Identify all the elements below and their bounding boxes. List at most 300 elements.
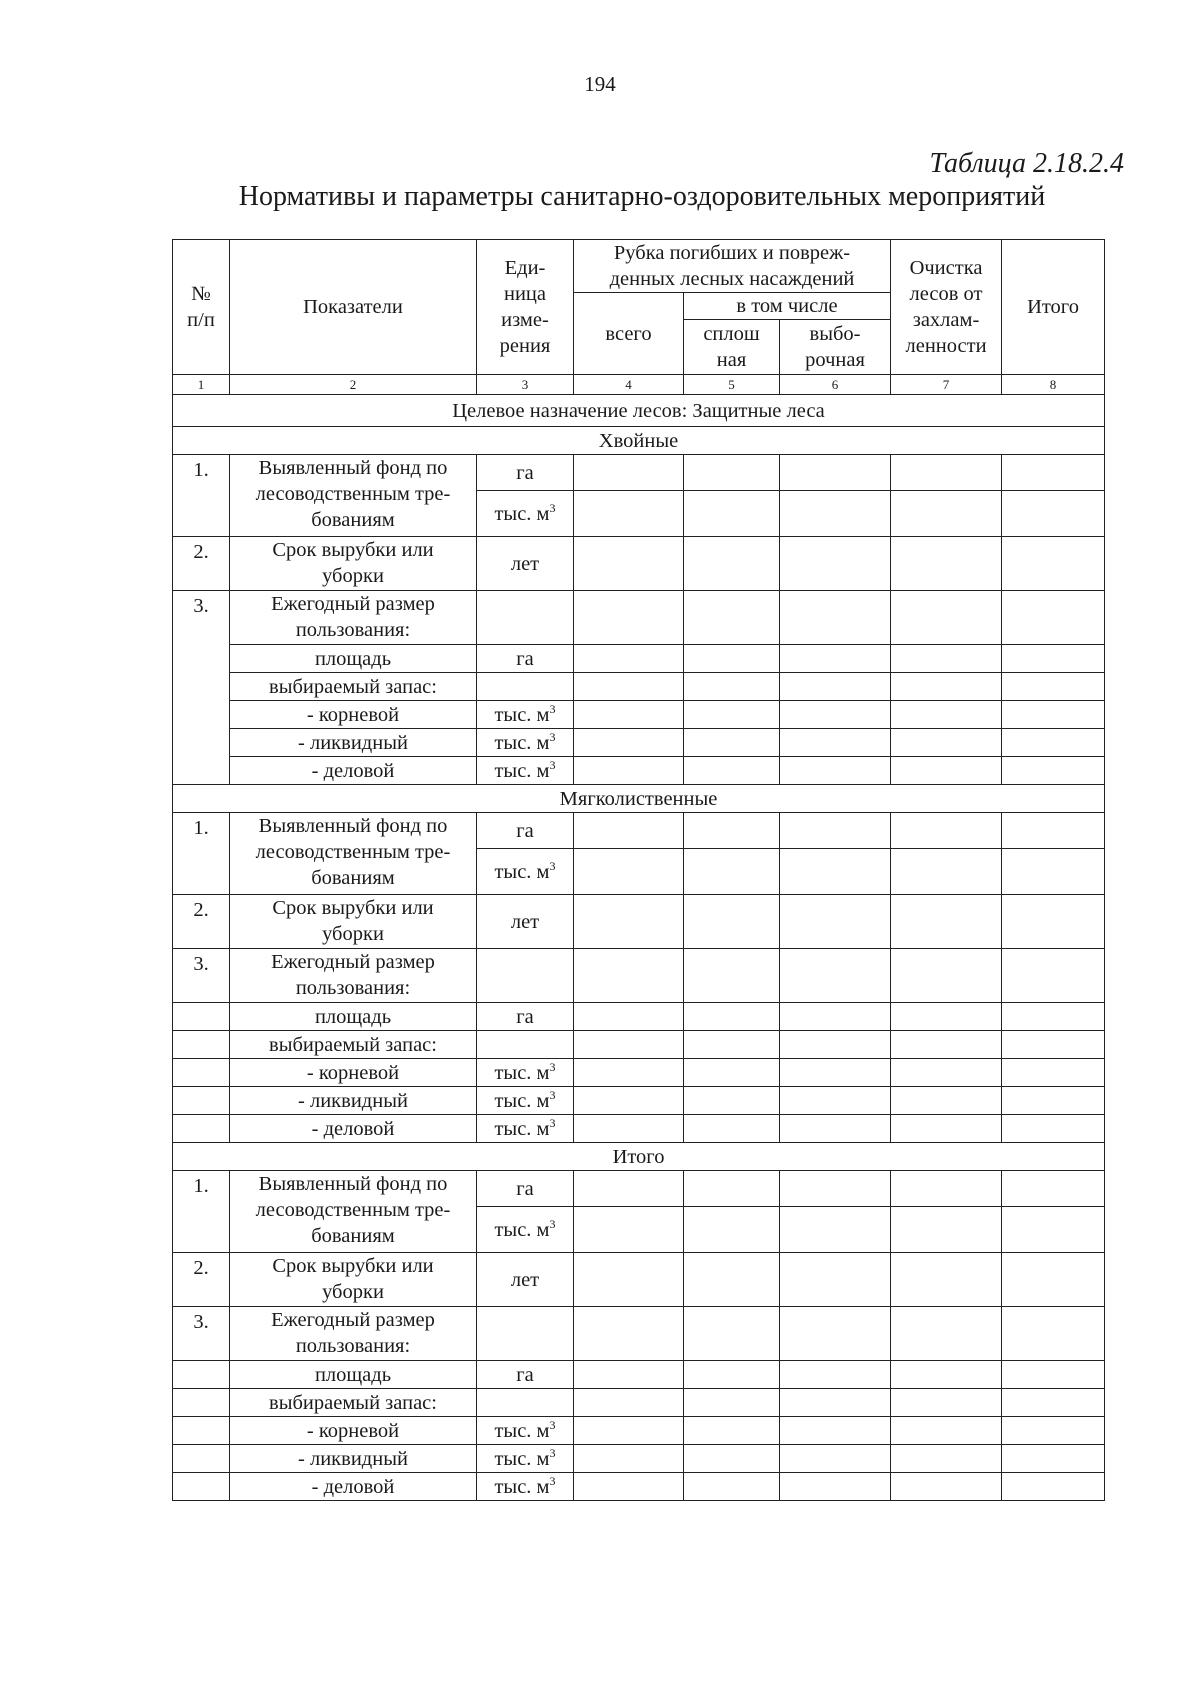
unit-cell-text: га xyxy=(516,1005,534,1028)
empty-cell xyxy=(891,1115,1002,1143)
header-indicators xyxy=(230,240,477,375)
empty-cell xyxy=(780,1059,891,1087)
indicator-sub xyxy=(230,673,477,701)
header-indicators-text: Показатели xyxy=(303,296,403,318)
empty-cell xyxy=(780,537,891,591)
section-title-text: Итого xyxy=(612,1145,665,1168)
empty-cell xyxy=(684,491,780,537)
header-unit-text: ница xyxy=(503,283,546,305)
empty-cell xyxy=(780,1307,891,1361)
empty-cell xyxy=(1002,1473,1105,1501)
empty-cell xyxy=(1002,591,1105,645)
unit-text: тыс. м xyxy=(494,860,550,883)
unit-exponent: 3 xyxy=(549,1216,556,1231)
empty-cell xyxy=(780,591,891,645)
indicator-sub-text: - корневой xyxy=(306,703,400,726)
unit-cell-text: лет xyxy=(510,1268,540,1291)
indicator-sub xyxy=(230,1031,477,1059)
empty-cell xyxy=(1002,1207,1105,1253)
empty-cell xyxy=(574,1417,684,1445)
indicator-term-text: Срок вырубки или xyxy=(272,539,434,561)
empty-cell xyxy=(684,673,780,701)
row-number-text: 2. xyxy=(193,1257,209,1279)
section-title xyxy=(173,427,1105,455)
indicator-fund-text: бованиям xyxy=(311,867,395,889)
indicator-sub xyxy=(230,729,477,757)
empty-cell xyxy=(780,1253,891,1307)
empty-cell xyxy=(574,1115,684,1143)
indicator-annual-text: Ежегодный размер xyxy=(271,951,435,973)
empty-cell xyxy=(780,729,891,757)
unit-cell xyxy=(477,1087,574,1115)
empty-cell xyxy=(780,1389,891,1417)
empty-cell xyxy=(477,1031,574,1059)
unit-cell xyxy=(477,1003,574,1031)
header-num-text: п/п xyxy=(187,309,215,331)
column-number xyxy=(230,375,477,395)
empty-cell xyxy=(477,591,574,645)
empty-cell xyxy=(780,757,891,785)
column-number-text: 8 xyxy=(1049,376,1057,392)
indicator-sub xyxy=(230,1361,477,1389)
empty-cell xyxy=(1002,673,1105,701)
table-label: Таблица 2.18.2.4 xyxy=(929,148,1124,179)
empty-cell xyxy=(574,729,684,757)
empty-cell xyxy=(1002,645,1105,673)
column-number-text: 3 xyxy=(521,376,529,392)
indicator-sub-text: выбираемый запас: xyxy=(269,675,437,698)
empty-cell xyxy=(574,1253,684,1307)
empty-cell xyxy=(780,949,891,1003)
unit-text: тыс. м xyxy=(494,1475,550,1498)
empty-cell xyxy=(684,1059,780,1087)
indicator-sub-text: площадь xyxy=(314,1363,392,1386)
unit-cell xyxy=(477,757,574,785)
indicator-fund-text: бованиям xyxy=(311,1225,395,1247)
indicator-sub xyxy=(230,1389,477,1417)
column-number xyxy=(684,375,780,395)
header-cleaning-text: ленности xyxy=(905,335,987,357)
empty-cell xyxy=(574,1307,684,1361)
indicator-fund xyxy=(230,1171,477,1253)
empty-cell xyxy=(574,1031,684,1059)
empty-cell xyxy=(684,1253,780,1307)
empty-cell xyxy=(574,757,684,785)
empty-cell xyxy=(891,1473,1002,1501)
empty-cell xyxy=(1002,1253,1105,1307)
unit-cell-text: га xyxy=(516,1363,534,1386)
unit-exponent: 3 xyxy=(549,500,556,515)
indicator-fund xyxy=(230,455,477,537)
indicator-sub-text: - ликвидный xyxy=(298,1089,408,1112)
indicator-fund-text: Выявленный фонд по xyxy=(258,1173,448,1195)
empty-cell xyxy=(1002,1171,1105,1207)
row-number xyxy=(173,1307,230,1361)
empty-cell xyxy=(780,673,891,701)
row-number xyxy=(173,1171,230,1253)
empty-cell xyxy=(891,1361,1002,1389)
unit-cell-text: га xyxy=(516,1177,534,1200)
unit-exponent: 3 xyxy=(549,729,556,744)
empty-cell xyxy=(574,455,684,491)
indicator-fund-text: лесоводственным тре- xyxy=(255,483,451,505)
empty-cell xyxy=(684,1171,780,1207)
indicator-fund-text: лесоводственным тре- xyxy=(255,841,451,863)
header-clear-text: ная xyxy=(716,349,747,371)
indicator-sub-text: - деловой xyxy=(311,1117,395,1140)
indicator-sub-text: выбираемый запас: xyxy=(269,1033,437,1056)
empty-cell xyxy=(780,849,891,895)
section-title-text: Мягколиственные xyxy=(559,787,718,810)
indicator-sub-text: - корневой xyxy=(306,1419,400,1442)
empty-cell xyxy=(1002,1087,1105,1115)
empty-cell xyxy=(780,813,891,849)
header-total xyxy=(1002,240,1105,375)
unit-cell-text: га xyxy=(516,461,534,484)
indicator-annual-text: пользования: xyxy=(295,619,411,641)
indicator-sub-text: - ликвидный xyxy=(298,731,408,754)
indicator-sub-text: площадь xyxy=(314,647,392,670)
unit-cell xyxy=(477,1115,574,1143)
empty-cell xyxy=(477,673,574,701)
unit-cell xyxy=(477,729,574,757)
empty-cell xyxy=(891,729,1002,757)
empty-cell xyxy=(780,1361,891,1389)
empty-cell xyxy=(891,895,1002,949)
row-number-text: 3. xyxy=(193,595,209,617)
indicator-term xyxy=(230,895,477,949)
unit-cell xyxy=(477,849,574,895)
header-cleaning-text: захлам- xyxy=(912,309,980,331)
indicator-sub xyxy=(230,757,477,785)
indicator-sub-text: - деловой xyxy=(311,759,395,782)
empty-cell xyxy=(574,1171,684,1207)
empty-cell xyxy=(1002,949,1105,1003)
indicator-annual xyxy=(230,1307,477,1361)
empty-cell xyxy=(574,1003,684,1031)
empty-cell xyxy=(780,895,891,949)
empty-cell xyxy=(684,1031,780,1059)
row-number-text: 1. xyxy=(193,817,209,839)
empty-cell xyxy=(780,1031,891,1059)
indicator-sub xyxy=(230,1003,477,1031)
empty-cell xyxy=(574,591,684,645)
unit-cell xyxy=(477,1473,574,1501)
unit-exponent: 3 xyxy=(549,858,556,873)
empty-cell xyxy=(891,757,1002,785)
row-number-text: 2. xyxy=(193,541,209,563)
indicator-term-text: уборки xyxy=(322,923,384,945)
empty-cell xyxy=(477,1307,574,1361)
unit-exponent: 3 xyxy=(549,1417,556,1432)
row-number-text: 3. xyxy=(193,953,209,975)
unit-exponent: 3 xyxy=(549,757,556,772)
unit-cell xyxy=(477,895,574,949)
indicator-term-text: уборки xyxy=(322,1281,384,1303)
indicator-sub xyxy=(230,1115,477,1143)
empty-cell xyxy=(574,1207,684,1253)
unit-cell xyxy=(477,537,574,591)
unit-exponent: 3 xyxy=(549,1115,556,1130)
empty-cell xyxy=(891,1171,1002,1207)
empty-cell xyxy=(1002,849,1105,895)
empty-cell xyxy=(891,1087,1002,1115)
empty-cell xyxy=(891,491,1002,537)
unit-exponent: 3 xyxy=(549,701,556,716)
empty-cell xyxy=(684,701,780,729)
unit-cell xyxy=(477,491,574,537)
empty-cell xyxy=(477,949,574,1003)
indicator-annual xyxy=(230,949,477,1003)
empty-cell xyxy=(780,1115,891,1143)
empty-cell xyxy=(684,1003,780,1031)
indicator-annual-text: пользования: xyxy=(295,977,411,999)
column-number xyxy=(780,375,891,395)
empty-cell xyxy=(477,1389,574,1417)
column-number xyxy=(477,375,574,395)
empty-cell xyxy=(891,1059,1002,1087)
empty-cell xyxy=(173,1115,230,1143)
column-number xyxy=(891,375,1002,395)
empty-cell xyxy=(1002,1115,1105,1143)
row-number-text: 1. xyxy=(193,1175,209,1197)
empty-cell xyxy=(780,701,891,729)
empty-cell xyxy=(574,1361,684,1389)
row-number xyxy=(173,455,230,537)
row-number-text: 1. xyxy=(193,459,209,481)
column-number-text: 2 xyxy=(349,376,357,392)
empty-cell xyxy=(891,1389,1002,1417)
empty-cell xyxy=(1002,455,1105,491)
empty-cell xyxy=(1002,1389,1105,1417)
indicator-fund-text: лесоводственным тре- xyxy=(255,1199,451,1221)
indicator-sub-text: - корневой xyxy=(306,1061,400,1084)
indicator-annual-text: пользования: xyxy=(295,1335,411,1357)
row-number xyxy=(173,591,230,785)
header-selective-text: выбо- xyxy=(809,323,861,345)
column-number-text: 5 xyxy=(728,376,735,392)
empty-cell xyxy=(891,1417,1002,1445)
header-cleaning-text: лесов от xyxy=(909,283,983,305)
unit-cell xyxy=(477,1059,574,1087)
column-number xyxy=(173,375,230,395)
indicator-sub-text: выбираемый запас: xyxy=(269,1391,437,1414)
indicator-sub xyxy=(230,1473,477,1501)
indicator-sub xyxy=(230,1445,477,1473)
empty-cell xyxy=(684,729,780,757)
empty-cell xyxy=(574,673,684,701)
unit-cell-text: лет xyxy=(510,552,540,575)
section-title-text: Хвойные xyxy=(598,429,679,452)
empty-cell xyxy=(574,1445,684,1473)
empty-cell xyxy=(1002,1059,1105,1087)
empty-cell xyxy=(891,591,1002,645)
unit-text: тыс. м xyxy=(494,703,550,726)
empty-cell xyxy=(574,813,684,849)
unit-cell xyxy=(477,701,574,729)
header-clear xyxy=(684,320,780,375)
indicator-fund-text: Выявленный фонд по xyxy=(258,815,448,837)
purpose-row xyxy=(173,395,1105,427)
empty-cell xyxy=(780,1003,891,1031)
empty-cell xyxy=(684,1115,780,1143)
section-title xyxy=(173,785,1105,813)
empty-cell xyxy=(780,1417,891,1445)
header-num xyxy=(173,240,230,375)
empty-cell xyxy=(173,1087,230,1115)
empty-cell xyxy=(891,701,1002,729)
header-num-text: № xyxy=(191,283,211,305)
empty-cell xyxy=(780,1207,891,1253)
unit-cell-text: га xyxy=(516,647,534,670)
indicator-sub-text: - ликвидный xyxy=(298,1447,408,1470)
unit-cell xyxy=(477,1253,574,1307)
empty-cell xyxy=(574,491,684,537)
empty-cell xyxy=(891,849,1002,895)
empty-cell xyxy=(780,1087,891,1115)
header-selective-text: рочная xyxy=(805,349,865,371)
header-unit xyxy=(477,240,574,375)
unit-text: тыс. м xyxy=(494,1089,550,1112)
unit-cell xyxy=(477,1361,574,1389)
empty-cell xyxy=(173,1417,230,1445)
empty-cell xyxy=(891,949,1002,1003)
indicator-fund-text: Выявленный фонд по xyxy=(258,457,448,479)
empty-cell xyxy=(780,491,891,537)
empty-cell xyxy=(1002,813,1105,849)
unit-text: тыс. м xyxy=(494,759,550,782)
empty-cell xyxy=(574,701,684,729)
unit-cell xyxy=(477,1417,574,1445)
header-unit-text: изме- xyxy=(501,309,549,331)
empty-cell xyxy=(574,849,684,895)
header-felling-text: Рубка погибших и повреж- xyxy=(613,242,851,264)
section-title xyxy=(173,1143,1105,1171)
empty-cell xyxy=(891,813,1002,849)
header-unit-text: рения xyxy=(499,335,551,357)
empty-cell xyxy=(574,1473,684,1501)
empty-cell xyxy=(574,1059,684,1087)
header-all-text: всего xyxy=(605,322,652,345)
row-number xyxy=(173,1253,230,1307)
header-felling xyxy=(574,240,891,293)
unit-text: тыс. м xyxy=(494,1218,550,1241)
unit-cell xyxy=(477,645,574,673)
indicator-term xyxy=(230,1253,477,1307)
empty-cell xyxy=(684,1389,780,1417)
indicator-annual xyxy=(230,591,477,645)
empty-cell xyxy=(891,1253,1002,1307)
indicator-fund xyxy=(230,813,477,895)
indicator-sub xyxy=(230,1059,477,1087)
unit-cell xyxy=(477,455,574,491)
empty-cell xyxy=(574,1087,684,1115)
empty-cell xyxy=(574,949,684,1003)
empty-cell xyxy=(684,1361,780,1389)
empty-cell xyxy=(780,645,891,673)
unit-exponent: 3 xyxy=(549,1445,556,1460)
empty-cell xyxy=(1002,701,1105,729)
empty-cell xyxy=(173,1445,230,1473)
column-number-text: 6 xyxy=(831,376,839,392)
empty-cell xyxy=(684,1207,780,1253)
empty-cell xyxy=(684,1473,780,1501)
header-including xyxy=(684,293,891,320)
empty-cell xyxy=(891,1445,1002,1473)
unit-cell xyxy=(477,1445,574,1473)
empty-cell xyxy=(1002,895,1105,949)
empty-cell xyxy=(1002,1307,1105,1361)
indicator-sub xyxy=(230,1087,477,1115)
header-clear-text: сплош xyxy=(703,323,760,345)
column-number xyxy=(574,375,684,395)
row-number xyxy=(173,949,230,1003)
empty-cell xyxy=(780,455,891,491)
row-number xyxy=(173,813,230,895)
empty-cell xyxy=(1002,1445,1105,1473)
indicator-term-text: Срок вырубки или xyxy=(272,1255,434,1277)
header-unit-text: Еди- xyxy=(504,257,546,279)
empty-cell xyxy=(684,757,780,785)
unit-text: тыс. м xyxy=(494,1061,550,1084)
empty-cell xyxy=(684,1417,780,1445)
empty-cell xyxy=(173,1003,230,1031)
unit-text: тыс. м xyxy=(494,731,550,754)
empty-cell xyxy=(1002,729,1105,757)
unit-text: тыс. м xyxy=(494,502,550,525)
empty-cell xyxy=(891,1031,1002,1059)
table-title: Нормативы и параметры санитарно-оздоровительных мероприятий xyxy=(238,181,1046,212)
indicator-fund-text: бованиям xyxy=(311,509,395,531)
empty-cell xyxy=(780,1445,891,1473)
empty-cell xyxy=(684,895,780,949)
unit-cell xyxy=(477,1171,574,1207)
empty-cell xyxy=(780,1473,891,1501)
unit-exponent: 3 xyxy=(549,1473,556,1488)
empty-cell xyxy=(684,1087,780,1115)
unit-cell xyxy=(477,813,574,849)
row-number-text: 3. xyxy=(193,1311,209,1333)
empty-cell xyxy=(891,455,1002,491)
empty-cell xyxy=(891,645,1002,673)
empty-cell xyxy=(684,645,780,673)
empty-cell xyxy=(173,1389,230,1417)
unit-exponent: 3 xyxy=(549,1059,556,1074)
unit-cell-text: лет xyxy=(510,910,540,933)
empty-cell xyxy=(1002,1361,1105,1389)
header-cleaning-text: Очистка xyxy=(909,257,983,279)
empty-cell xyxy=(891,673,1002,701)
empty-cell xyxy=(891,1307,1002,1361)
indicator-sub-text: площадь xyxy=(314,1005,392,1028)
empty-cell xyxy=(684,813,780,849)
unit-exponent: 3 xyxy=(549,1087,556,1102)
empty-cell xyxy=(173,1059,230,1087)
empty-cell xyxy=(891,1003,1002,1031)
empty-cell xyxy=(1002,537,1105,591)
empty-cell xyxy=(574,537,684,591)
column-number-text: 7 xyxy=(942,376,950,392)
empty-cell xyxy=(684,849,780,895)
column-number xyxy=(1002,375,1105,395)
header-including-text: в том числе xyxy=(736,295,838,317)
empty-cell xyxy=(684,455,780,491)
unit-text: тыс. м xyxy=(494,1117,550,1140)
indicator-annual-text: Ежегодный размер xyxy=(271,1309,435,1331)
indicator-sub-text: - деловой xyxy=(311,1475,395,1498)
indicator-term-text: уборки xyxy=(322,565,384,587)
indicator-sub xyxy=(230,645,477,673)
